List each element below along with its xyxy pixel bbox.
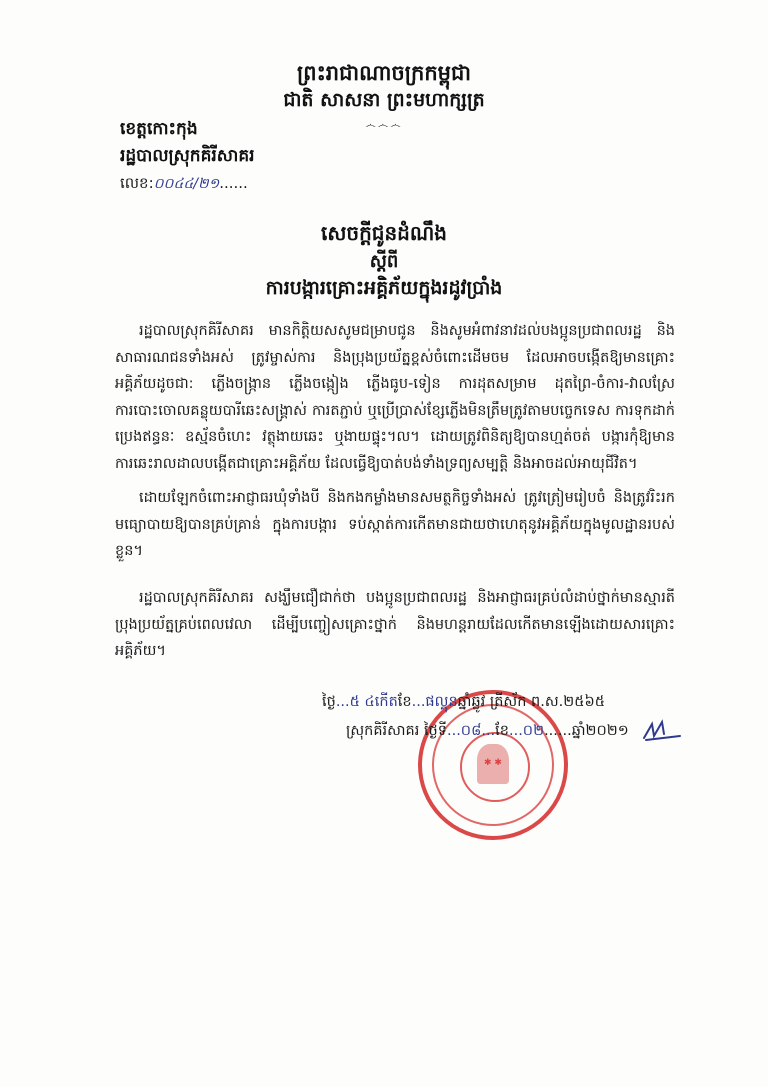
body-paragraph-2 — [115, 485, 675, 565]
district-administration: រដ្ឋបាលស្រុកគិរីសាគរ — [120, 146, 255, 166]
paragraph-text: រដ្ឋបាលស្រុកគិរីសាគរ សង្ឃឹមជឿជាក់ថា បងប្អូនប្រជាពលរដ្ឋ និងអាជ្ញាធរគ្រប់លំដាប់ថ្នាក់មានស្មារតីប្រុងប្រយ័ត្នគ្រប់ពេលវេលា ដើម្បីបញ្ចៀសគ្រោះថ្នាក់ និងមហន្តរាយដែលកើតមានឡើងដោយសារគ្រោះអគ្គិភ័យ។ — [115, 590, 675, 659]
ornament-divider: ෴෴෴ — [365, 118, 403, 131]
lunar-month-label: ខែ — [397, 694, 412, 710]
place-and-day-label: ស្រុកគិរីសាគរ ថ្ងៃទី — [346, 723, 447, 739]
signature-mark-icon — [640, 718, 684, 744]
notice-subject: ការបង្ការគ្រោះអគ្គិភ័យក្នុងរដូវប្រាំង — [265, 277, 503, 299]
reference-handwritten: ០០៤៤/២១ — [153, 176, 220, 192]
notice-subject-label: ស្តីពី — [369, 251, 399, 272]
national-motto: ជាតិ សាសនា ព្រះមហាក្សត្រ — [283, 89, 485, 111]
paragraph-text: ដោយឡែកចំពោះអាជ្ញាធរឃុំទាំងបី និងកងកម្លាំងមានសមត្ថកិច្ចទាំងអស់ ត្រូវត្រៀមរៀបចំ និងត្រូវរិះរកមធ្យោបាយឱ្យបានគ្រប់គ្រាន់ ក្នុងការបង្ការ ទប់ស្កាត់ការកើតមានជាយថាហេតុនូវអគ្គិភ័យក្នុងមូលដ្ឋានរបស់ខ្លួន។ — [115, 490, 675, 559]
paragraph-text: រដ្ឋបាលស្រុកគិរីសាគរ មានកិត្តិយសសូមជម្រាបជូន និងសូមអំពាវនាវដល់បងប្អូនប្រជាពលរដ្ឋ និងសាធារណជនទាំងអស់ ត្រូវម្ចាស់ការ និងប្រុងប្រយ័ត្នខ្ពស់ចំពោះដើមចម ដែលអាចបង្កើតឱ្យមានគ្រោះអគ្គិភ័យដូចជា: ភ្លើងចង្ក្រាន ភ្លើងចង្កៀង ភ្លើងធូប-ទៀន ការដុតសម្រាម ដុតព្រៃ-ចំការ-វាលស្រែ ការបោះចោលគន្លុយបារីឆេះសង្គ្រាស់ ការតភ្ជាប់ ឬប្រើប្រាស់ខ្សែភ្លើងមិនត្រឹមត្រូវតាមបច្ចេកទេស ការទុកដាក់ប្រេងឥន្ធនៈ ឧស្ម័នចំហេះ វត្ថុងាយឆេះ ឬងាយផ្ទុះ។ល។ ដោយត្រូវពិនិត្យឱ្យបានហ្មត់ចត់ បង្ការកុំឱ្យមានការឆេះរាលដាលបង្កើតជាគ្រោះអគ្គិភ័យ ដែលធ្វើឱ្យបាត់បង់ទាំងទ្រព្យសម្បត្តិ និងអាចដល់អាយុជីវិត។ — [115, 323, 675, 472]
lunar-year: ឆ្នាំឆ្លូវ ត្រីស័ក ព.ស.២៥៦៥ — [457, 694, 606, 710]
kingdom-heading: ព្រះរាជាណាចក្រកម្ពុជា — [296, 61, 471, 85]
lunar-day-label: ថ្ងៃ — [322, 694, 336, 710]
body-paragraph-3 — [115, 585, 675, 665]
province-name: ខេត្តកោះកុង — [120, 119, 198, 139]
lunar-day-handwritten: ...៥ ៤កើត — [335, 694, 398, 710]
reference-number — [120, 174, 248, 196]
day-handwritten: ...០៨... — [446, 723, 496, 739]
lunar-dateline — [322, 693, 702, 714]
year-label: ......ឆ្នាំ២០២១ — [544, 723, 629, 739]
body-paragraph-1 — [115, 318, 675, 477]
notice-title: សេចក្តីជូនដំណឹង — [321, 221, 447, 245]
month-label: ខែ — [495, 723, 509, 739]
reference-dots: ...... — [219, 174, 248, 192]
lunar-month-handwritten: ...ផល្គុន — [411, 694, 458, 710]
month-handwritten: ...០២ — [508, 723, 545, 739]
seal-ring-text: ✱ ✱ — [484, 758, 502, 768]
reference-prefix: លេខ: — [120, 174, 154, 192]
